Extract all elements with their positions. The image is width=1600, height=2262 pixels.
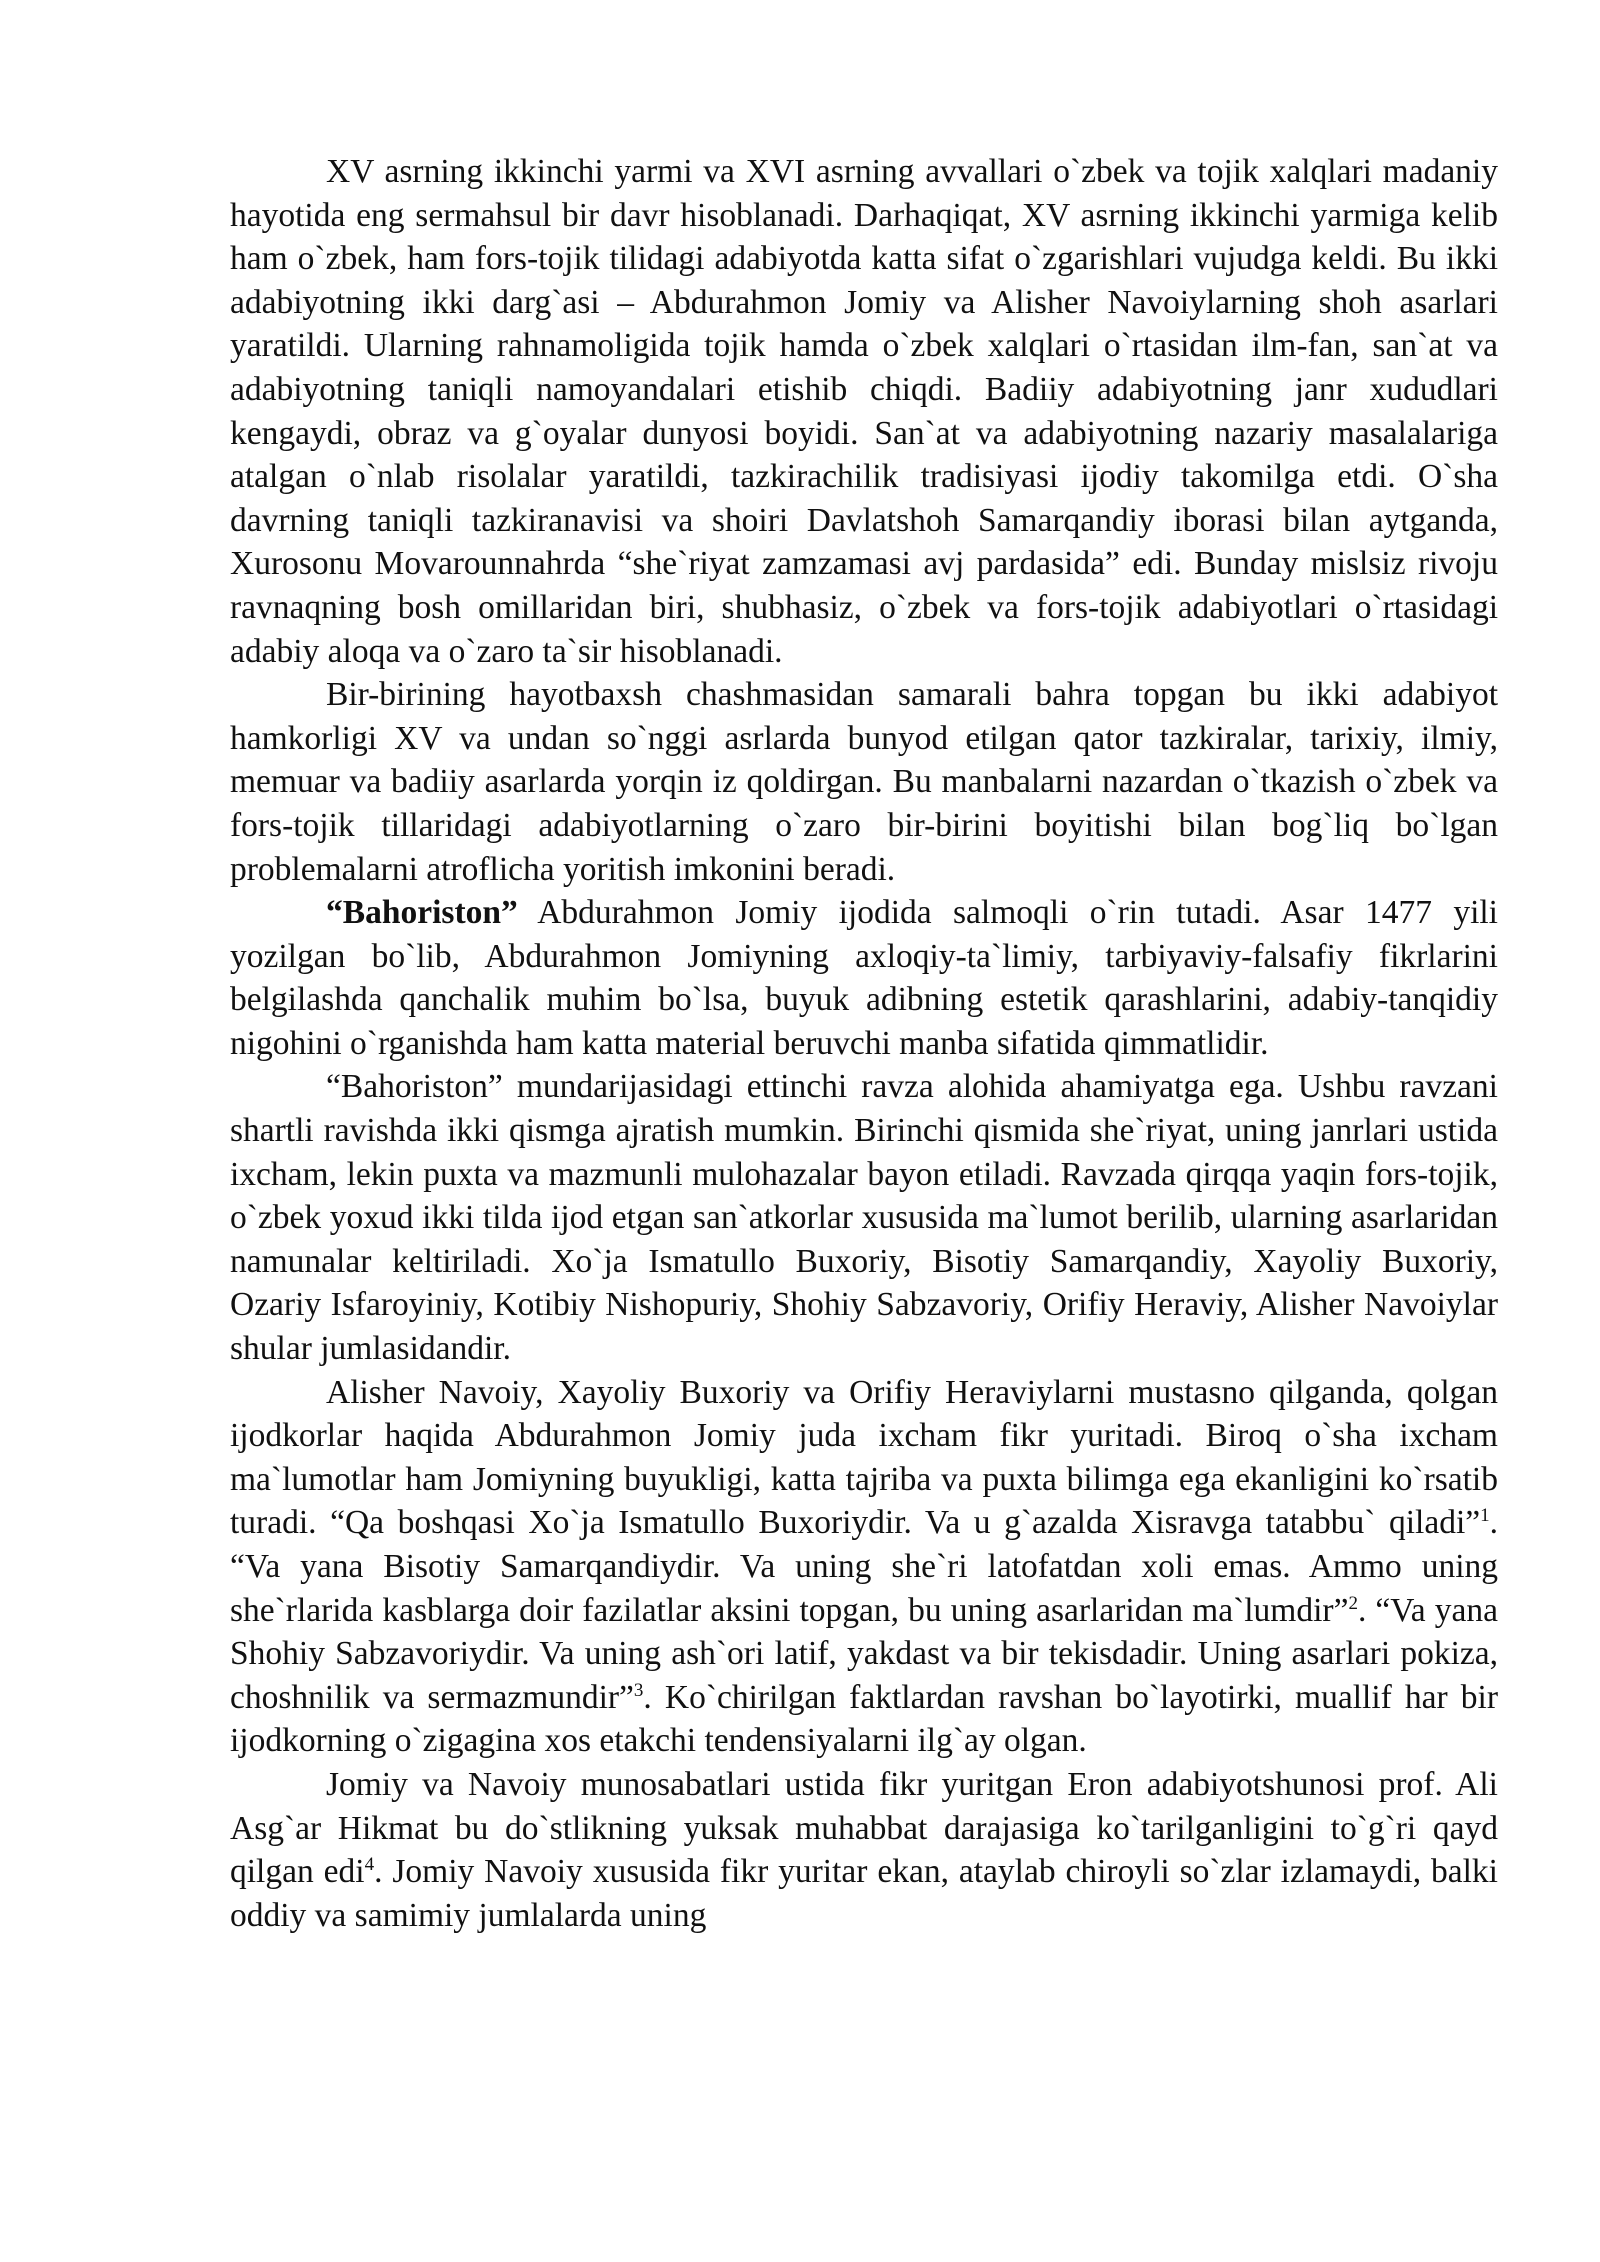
- paragraph-intro: [230, 150, 1498, 673]
- paragraph-quotes: [230, 1371, 1498, 1763]
- footnote-marker: 2: [1348, 1592, 1358, 1614]
- paragraph-text: XV asrning ikkinchi yarmi va XVI asrning avvallari o`zbek va tojik xalqlari madaniy hayotida eng sermahsul bir davr hisoblanadi. Darhaqiqat, XV asrning ikkinchi yarmiga kelib ham o`zbek, ham fors-tojik tilidagi adabiyotda katta sifat o`zgarishlari vujudga keldi. Bu ikki adabiyotning ikki darg`asi – Abdurahmon Jomiy va Alisher Navoiylarning shoh asarlari yaratildi. Ularning rahnamoligida tojik hamda o`zbek xalqlari o`rtasidan ilm-fan, san`at va adabiyotning taniqli namoyandalari etishib chiqdi. Badiiy adabiyotning janr xududlari kengaydi, obraz va g`oyalar dunyosi boyidi. San`at va adabiyotning nazariy masalalariga atalgan o`nlab risolalar yaratildi, tazkirachilik tradisiyasi ijodiy takomilga etdi. O`sha davrning taniqli tazkiranavisi va shoiri Davlatshoh Samarqandiy iborasi bilan aytganda, Xurosonu Movarounnahrda “she`riyat zamzamasi avj pardasida” edi. Bunday mislsiz rivoju ravnaqning bosh omillaridan biri, shubhasiz, o`zbek va fors-tojik adabiyotlari o`rtasidagi adabiy aloqa va o`zaro ta`sir hisoblanadi.: [230, 153, 1498, 670]
- footnote-marker: 3: [633, 1679, 644, 1701]
- footnote-marker: 4: [364, 1854, 375, 1875]
- footnote-marker: 1: [1480, 1505, 1490, 1527]
- paragraph-text: Abdurahmon Jomiy ijodida salmoqli o`rin tutadi. Asar 1477 yili yozilgan bo`lib, Abdurahmon Jomiyning axloqiy-ta`limiy, tarbiyaviy-falsafiy fikrlarini belgilashda qanchalik muhim bo`lsa, buyuk adibning estetik qarashlarini, adabiy-tanqidiy nigohini o`rganishda ham katta material beruvchi manba sifatida qimmatlidir.: [230, 894, 1498, 1062]
- paragraph-seventh-garden: [230, 1065, 1498, 1370]
- paragraph-text: . “Va yana Bisotiy Samarqandiydir. Va uning she`ri latofatdan xoli emas. Ammo uning she`rlarida kasblarga doir fazilatlar aksini topgan, bu uning asarlaridan ma`lumdir”: [230, 1504, 1498, 1629]
- paragraph-cooperation: [230, 673, 1498, 891]
- paragraph-jomiy-navoiy: [230, 1763, 1498, 1937]
- paragraph-text: Bir-birining hayotbaxsh chashmasidan samarali bahra topgan bu ikki adabiyot hamkorligi XV va undan so`nggi asrlarda bunyod etilgan qator tazkiralar, tarixiy, ilmiy, memuar va badiiy asarlarda yorqin iz qoldirgan. Bu manbalarni nazardan o`tkazish o`zbek va fors-tojik tillaridagi adabiyotlarning o`zaro bir-birini boyitishi bilan bog`liq bo`lgan problemalarni atroflicha yoritish imkonini beradi.: [230, 676, 1498, 888]
- paragraph-text: . “Va yana Shohiy Sabzavoriydir. Va uning ash`ori latif, yakdast va bir tekisdadir. Uning asarlari pokiza, choshnilik va sermazmundir”: [230, 1591, 1498, 1716]
- paragraph-bahoriston: [230, 891, 1498, 1065]
- document-page: [230, 150, 1498, 1937]
- paragraph-text: “Bahoriston” mundarijasidagi ettinchi ravza alohida ahamiyatga ega. Ushbu ravzani shartli ravishda ikki qismga ajratish mumkin. Birinchi qismida she`riyat, uning janrlari ustida ixcham, lekin puxta va mazmunli mulohazalar bayon etiladi. Ravzada qirqqa yaqin fors-tojik, o`zbek yoxud ikki tilda ijod etgan san`atkorlar xususida ma`lumot berilib, ularning asarlaridan namunalar keltiriladi. Xo`ja Ismatullo Buxoriy, Bisotiy Samarqandiy, Xayoliy Buxoriy, Ozariy Isfaroyiniy, Kotibiy Nishopuriy, Shohiy Sabzavoriy, Orifiy Heraviy, Alisher Navoiylar shular jumlasidandir.: [230, 1068, 1498, 1368]
- paragraph-text: . Jomiy Navoiy xususida fikr yuritar ekan, ataylab chiroyli so`zlar izlamaydi, balki oddiy va samimiy jumlalarda uning: [230, 1853, 1498, 1934]
- paragraph-text: Alisher Navoiy, Xayoliy Buxoriy va Orifiy Heraviylarni mustasno qilganda, qolgan ijodkorlar haqida Abdurahmon Jomiy juda ixcham fikr yuritadi. Biroq o`sha ixcham ma`lumotlar ham Jomiyning buyukligi, katta tajriba va puxta bilimga ega ekanligini ko`rsatib turadi. “Qa boshqasi Xo`ja Ismatullo Buxoriydir. Va u g`azalda Xisravga tatabbu` qiladi”: [230, 1373, 1498, 1542]
- book-title: “Bahoriston”: [326, 894, 518, 932]
- paragraph-text: Jomiy va Navoiy munosabatlari ustida fikr yuritgan Eron adabiyotshunosi prof. Ali Asg`ar Hikmat bu do`stlikning yuksak muhabbat darajasiga ko`tarilganligini to`g`ri qayd qilgan edi: [230, 1765, 1498, 1891]
- paragraph-text: . Ko`chirilgan faktlardan ravshan bo`layotirki, muallif har bir ijodkorning o`zigagina xos etakchi tendensiyalarni ilg`ay olgan.: [230, 1678, 1498, 1760]
